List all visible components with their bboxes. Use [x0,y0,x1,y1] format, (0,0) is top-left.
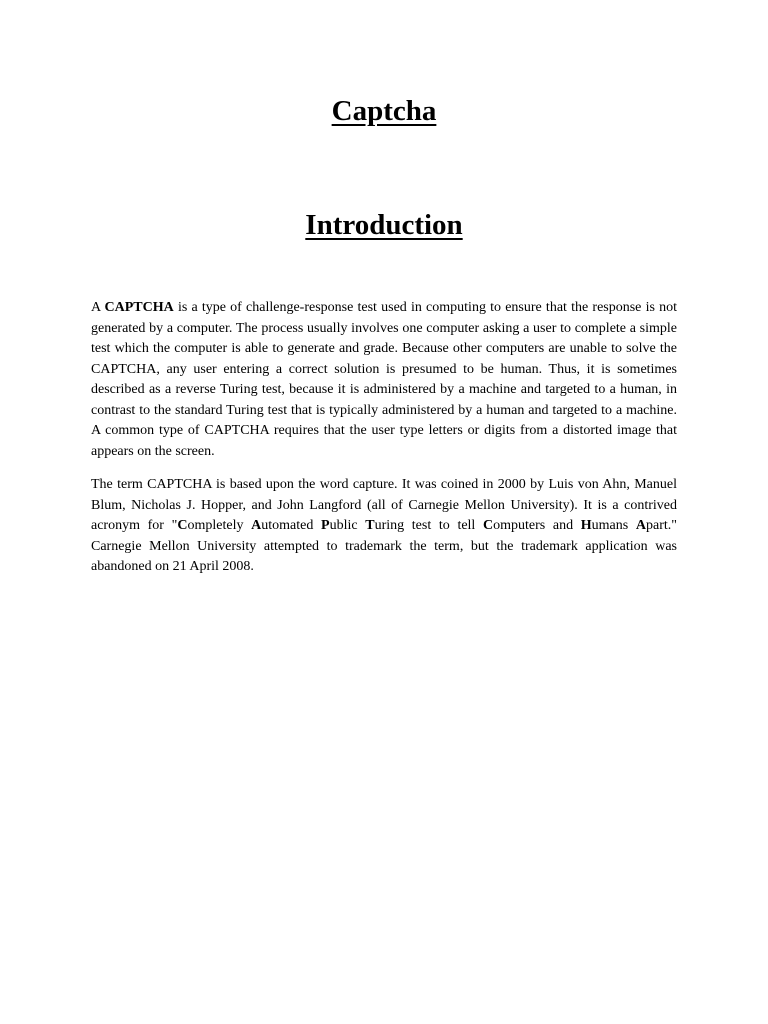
acronym-word-rest: part. [645,518,672,533]
section-heading-introduction: Introduction [305,209,463,241]
acronym-initial: A [251,518,262,533]
acronym-initial: C [177,518,188,533]
acronym-initial: P [321,518,330,533]
acronym-word-rest: ompletely [187,518,252,533]
acronym-initial: T [365,518,375,533]
paragraph-captcha-definition [91,298,677,462]
document-title: Captcha [331,95,437,127]
acronym-word-rest: omputers and [493,518,581,533]
acronym-initial: C [482,518,494,533]
paragraph-1-lead: A [91,300,105,315]
paragraph-2-outro: " Carnegie Mellon University attempted to trademark the term, but the trademark application was abandoned on 21 April 2008. [91,518,677,574]
paragraph-1-body: is a type of challenge-response test used in computing to ensure that the response is not generated by a computer. The process usually involves one computer asking a user to complete a simple test which the computer is able to generate and grade. Because other computers are unable to solve the CAPTCHA, any user entering a correct solution is presumed to be human. Thus, it is sometimes described as a reverse Turing test, because it is administered by a machine and targeted to a human, in contrast to the standard Turing test that is typically administered by a human and targeted to a machine. A common type of CAPTCHA requires that the user type letters or digits from a distorted image that appears on the screen. [91,300,677,459]
acronym-initial: H [580,518,592,533]
paragraph-2-intro: The term CAPTCHA is based upon the word capture. It was coined in 2000 by Luis von Ahn, Manuel Blum, Nicholas J. Hopper, and John Langford (all of Carnegie Mellon University). It is a contrived acronym for " [91,477,677,533]
acronym-word-rest: ublic [329,518,366,533]
acronym-initial: A [635,518,646,533]
bold-term-captcha: CAPTCHA [104,300,174,315]
paragraph-captcha-origin [91,475,677,578]
acronym-word-rest: umans [591,518,636,533]
acronym-word-rest: uring test to tell [374,518,483,533]
acronym-word-rest: utomated [261,518,322,533]
